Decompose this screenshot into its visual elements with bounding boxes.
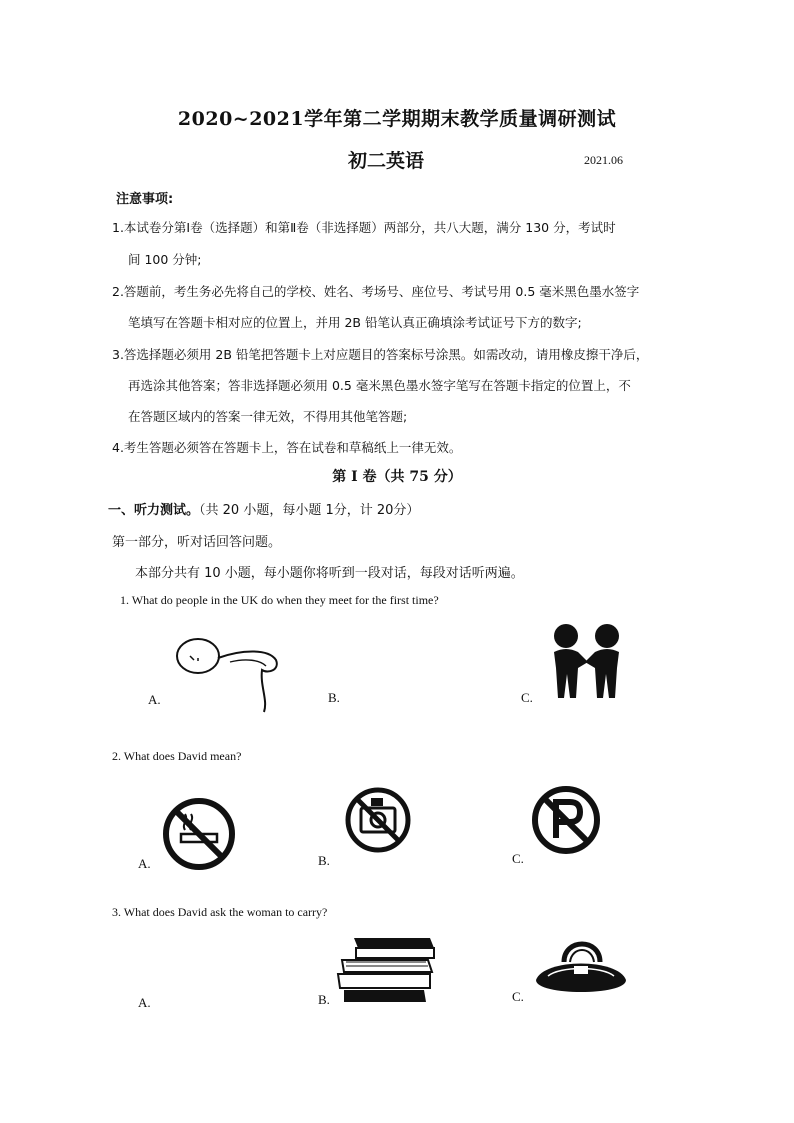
q2-option-a[interactable]: A. [138, 856, 151, 871]
note-line: 在答题区域内的答案一律无效，不得用其他笔答题; [128, 409, 408, 424]
sub-title: 第一部分，听对话回答问题。 [112, 535, 282, 550]
question-3: 3. What does David ask the woman to carry? [112, 905, 328, 919]
no-parking-icon [530, 784, 602, 856]
q1-option-a[interactable]: A. [148, 692, 161, 707]
note-line: 3.答选择题必须用 2B 铅笔把答题卡上对应题目的答案标号涂黑。如需改动，请用橡皮擦干净后， [112, 347, 649, 362]
section-heading: 第 I 卷（共 75 分） [332, 469, 462, 485]
note-line: 再选涂其他答案；答非选择题必须用 0.5 毫米黑色墨水签字笔写在答题卡指定的位置上，不 [128, 378, 631, 393]
stack-of-books-icon [334, 932, 440, 1008]
q3-option-b[interactable]: B. [318, 992, 330, 1007]
part-info: （共 20 小题，每小题 1分，计 20分） [199, 503, 420, 518]
question-1: 1. What do people in the UK do when they meet for the first time? [120, 593, 439, 607]
no-photography-icon [344, 784, 412, 856]
q3-option-c[interactable]: C. [512, 989, 524, 1004]
exam-title: 2020~2021学年第二学期期末教学质量调研测试 [177, 108, 617, 130]
subject-title: 初二英语 [348, 150, 425, 172]
q1-option-c[interactable]: C. [521, 690, 533, 705]
note-line: 间 100 分钟; [128, 252, 202, 267]
no-smoking-icon [161, 796, 237, 872]
q2-option-c[interactable]: C. [512, 851, 524, 866]
handshake-icon [548, 622, 626, 702]
notes-heading: 注意事项: [116, 192, 174, 207]
note-line: 笔填写在答题卡相对应的位置上，并用 2B 铅笔认真正确填涂考试证号下方的数字; [128, 315, 582, 330]
instruction: 本部分共有 10 小题，每小题你将听到一段对话，每段对话听两遍。 [135, 566, 524, 581]
bowing-person-icon [170, 634, 285, 716]
exam-date: 2021.06 [584, 153, 623, 167]
note-line: 1.本试卷分第Ⅰ卷（选择题）和第Ⅱ卷（非选择题）两部分，共八大题，满分 130 分，考试时 [112, 220, 616, 235]
bag-icon [530, 936, 632, 1002]
question-2: 2. What does David mean? [112, 749, 242, 763]
q3-option-a[interactable]: A. [138, 995, 151, 1010]
part-title: 一、听力测试。 [108, 503, 200, 518]
note-line: 4.考生答题必须答在答题卡上，答在试卷和草稿纸上一律无效。 [112, 440, 462, 455]
note-line: 2.答题前，考生务必先将自己的学校、姓名、考场号、座位号、考试号用 0.5 毫米黑色墨水签字 [112, 284, 640, 299]
q2-option-b[interactable]: B. [318, 853, 330, 868]
part-heading [108, 499, 419, 518]
q1-option-b[interactable]: B. [328, 690, 340, 705]
